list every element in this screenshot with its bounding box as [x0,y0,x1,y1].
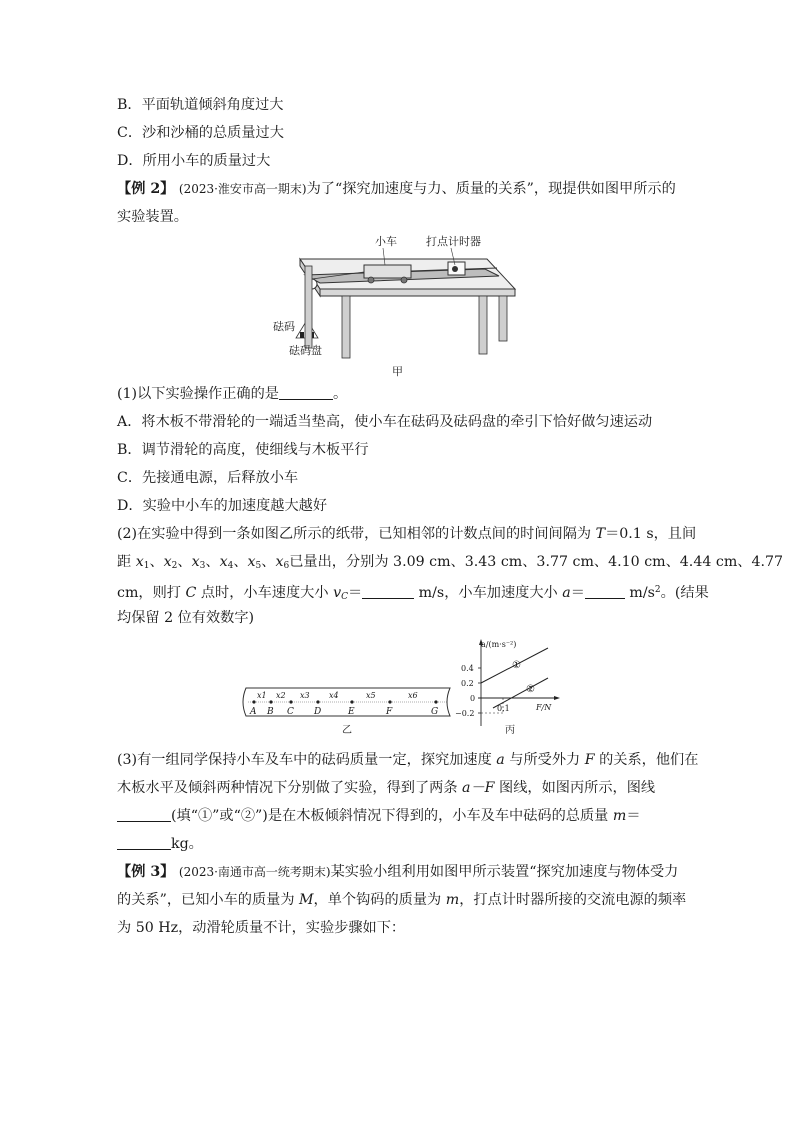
seg-x4: x4 [329,691,339,700]
q2-T: T [595,526,606,542]
option-d-prev: D．所用小车的质量过大 [117,153,271,169]
point-C: C [287,707,294,717]
seg-x6: x6 [408,691,418,700]
q2-acceleration-blank[interactable] [585,584,625,599]
q3-line-2: 木板水平及倾斜两种情况下分别做了实验，得到了两条 a－F 图线，如图丙所示，图线 [117,780,656,796]
q2-line-4: 均保留 2 位有效数字) [117,610,255,626]
example-3-tag: 【例 3】 [117,864,175,880]
q1-stem [117,384,347,404]
q2-l1-a: (2)在实验中得到一条如图乙所示的纸带，已知相邻的计数点间的时间间隔为 [117,526,596,542]
q2-l2-b: 已量出，分别为 3.09 cm、3.43 cm、3.77 cm、4.10 cm、4.44 cm、4.77 [289,554,784,570]
label-timer: 打点计时器 [426,235,481,248]
example-2-source: (2023·淮安市高一期末) [178,182,307,196]
label-car: 小车 [375,235,397,248]
example-2-intro [117,179,676,199]
y-tick-0.2: 0.2 [461,679,474,688]
label-weight: 砝码 [273,320,295,333]
y-tick-0: 0 [470,694,476,703]
option-b-prev: B．平面轨道倾斜角度过大 [117,97,284,113]
seg-x2: x2 [276,691,286,700]
q1-blank[interactable] [279,385,333,400]
example-3-line-1: 【例 3】 (2023·南通市高一统考期末)某实验小组利用如图甲所示装置“探究加速度与物体受力 [117,864,679,880]
point-E: E [348,707,355,717]
q2-l1-b: ＝0.1 s，且间 [605,526,697,542]
seg-x3: x3 [300,691,310,700]
point-D: D [314,707,322,717]
y-tick-0.4: 0.4 [461,664,474,673]
caption-bing: 丙 [505,725,515,736]
q3-mass-blank[interactable] [117,835,171,850]
figure-yi-tape [240,684,454,738]
figure-bing-graph [448,636,568,736]
q1-end: 。 [332,386,348,402]
q1-option-b: B．调节滑轮的高度，使细线与木板平行 [117,442,369,458]
q1-option-c: C．先接通电源，后释放小车 [117,470,299,486]
example-3-line-3: 为 50 Hz，动滑轮质量不计，实验步骤如下： [117,920,406,936]
point-F: F [386,707,393,717]
label-weight-pan: 砝码盘 [289,344,322,357]
x-tick-0.1: 0.1 [497,704,510,713]
axis-y-label: a/(m·s⁻²) [481,640,517,649]
point-G: G [431,707,439,717]
q2-line-2: 距 $x_1$、$x_2$、$x_3$、$x_4$、$x_5$、$x_6$已量出，分别为 3.09 cm、3.43 cm、3.77 cm、4.10 cm、4.44 cm、4.77 [117,554,784,571]
q3-line-choice-blank[interactable] [117,807,171,822]
example-2-intro-2: 实验装置。 [117,209,188,225]
q1-option-a: A．将木板不带滑轮的一端适当垫高，使小车在砝码及砝码盘的牵引下恰好做匀速运动 [117,414,653,430]
q3-line-3: (填“①”或“②”)是在木板倾斜情况下得到的，小车及车中砝码的总质量 m＝ [117,806,641,826]
y-tick-neg0.2: −0.2 [455,709,475,718]
q3-line-1: (3)有一组同学保持小车及车中的砝码质量一定，探究加速度 a 与所受外力 F 的关系，他们在 [117,752,699,768]
q1-stem-text: (1)以下实验操作正确的是 [117,386,279,402]
example-2-intro-text: 为了“探究加速度与力、质量的关系”，现提供如图甲所示的 [306,181,676,197]
line-1-label: ① [512,660,521,671]
caption-jia: 甲 [392,365,403,378]
example-2-tag: 【例 2】 [117,181,175,197]
example-3-source: (2023·南通市高一统考期末) [178,865,331,879]
example-3-line-2: 的关系”，已知小车的质量为 M，单个钩码的质量为 m，打点计时器所接的交流电源的频率 [117,892,687,908]
q2-l3-a: cm，则打 [117,585,186,601]
point-A: A [250,707,257,717]
line-2-label: ② [526,684,535,695]
q3-line-4: kg。 [117,834,203,854]
q2-velocity-blank[interactable] [362,584,414,599]
point-B: B [267,707,274,717]
caption-yi: 乙 [342,725,352,736]
q2-line-1 [117,524,696,544]
option-c-prev: C．沙和沙桶的总质量过大 [117,125,284,141]
axis-x-label: F/N [536,703,552,712]
q2-line-3: cm，则打 C 点时，小车速度大小 $v_C= m/s$，小车加速度大小 $a= m/s^2$。(结果 [117,585,709,602]
q2-l2-a: 距 [117,554,136,570]
seg-x5: x5 [366,691,376,700]
q1-option-d: D．实验中小车的加速度越大越好 [117,498,328,514]
seg-x1: x1 [257,691,267,700]
figure-jia-apparatus [265,232,535,382]
